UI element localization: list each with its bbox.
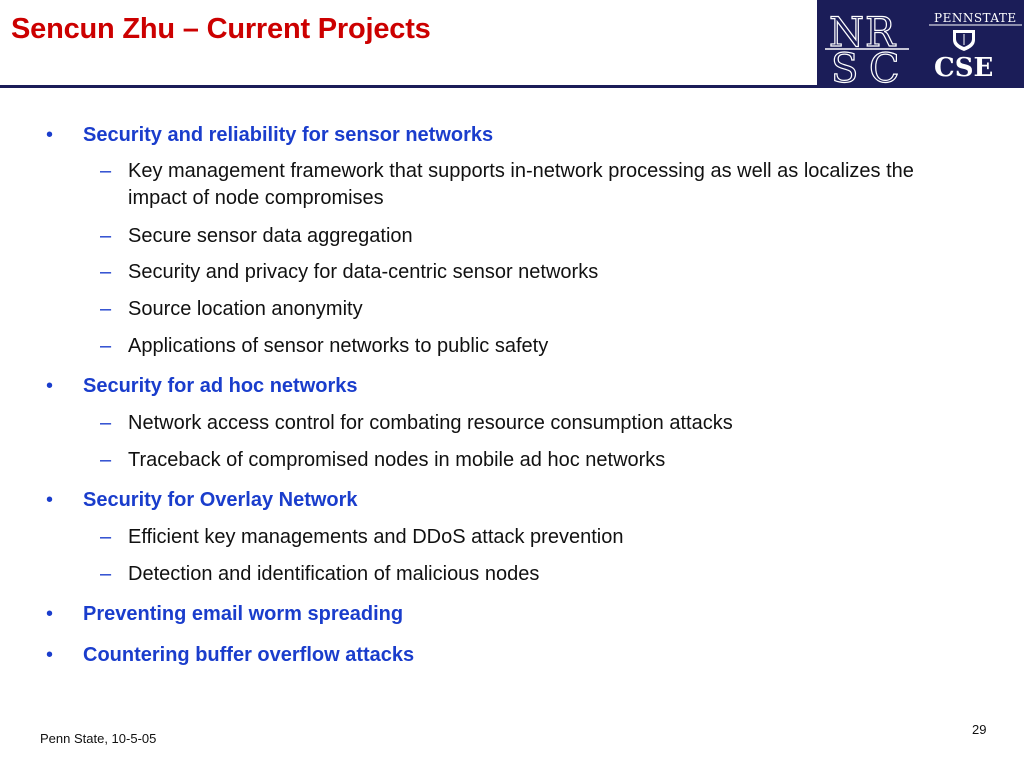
footer-text: Penn State, 10-5-05 [40,731,157,746]
bullet-heading-sensor-networks: Security and reliability for sensor networks [83,124,494,146]
sub-bullet-marker: – [100,449,112,471]
sub-item-ddos: Efficient key managements and DDoS attack prevention [128,526,624,548]
bullet-marker: • [46,603,54,625]
sub-item-public-safety: Applications of sensor networks to public safety [128,335,549,357]
bullet-heading-overlay: Security for Overlay Network [83,489,358,511]
title-divider [0,85,820,88]
bullet-marker: • [46,644,54,666]
sub-item-privacy: Security and privacy for data-centric sensor networks [128,261,599,283]
cse-wordmark: CSE [934,53,994,83]
sub-item-traceback: Traceback of compromised nodes in mobile ad hoc networks [128,449,666,471]
sub-item-malicious-nodes: Detection and identification of malicious nodes [128,563,540,585]
logo-banner [817,0,1024,88]
logo-letter-s: S [831,46,859,88]
sub-bullet-marker: – [100,261,112,283]
nsrc-logo [817,0,1024,88]
page-number: 29 [972,722,987,737]
slide-title: Sencun Zhu – Current Projects [11,13,431,45]
shield-icon [953,30,975,51]
bullet-marker: • [46,124,54,146]
logo-letter-c: C [869,46,900,88]
sub-item-key-management: Key management framework that supports in-network processing as well as localizes the impact of node compromises [128,160,914,209]
bullet-heading-ad-hoc: Security for ad hoc networks [83,375,358,397]
bullet-heading-email-worm: Preventing email worm spreading [83,603,404,625]
sub-bullet-marker: – [100,225,112,247]
pennstate-wordmark: PENNSTATE [934,11,1017,25]
sub-bullet-marker: – [100,526,112,548]
sub-item-access-control: Network access control for combating resource consumption attacks [128,412,733,434]
sub-bullet-marker: – [100,160,112,182]
sub-bullet-marker: – [100,298,112,320]
sub-bullet-marker: – [100,412,112,434]
bullet-marker: • [46,489,54,511]
bullet-marker: • [46,375,54,397]
sub-item-data-aggregation: Secure sensor data aggregation [128,225,413,247]
logo-letter-r: R [865,10,896,56]
sub-item-location-anonymity: Source location anonymity [128,298,363,320]
sub-bullet-marker: – [100,563,112,585]
logo-letter-n: N [829,10,864,56]
sub-bullet-marker: – [100,335,112,357]
bullet-heading-buffer-overflow: Countering buffer overflow attacks [83,644,415,666]
